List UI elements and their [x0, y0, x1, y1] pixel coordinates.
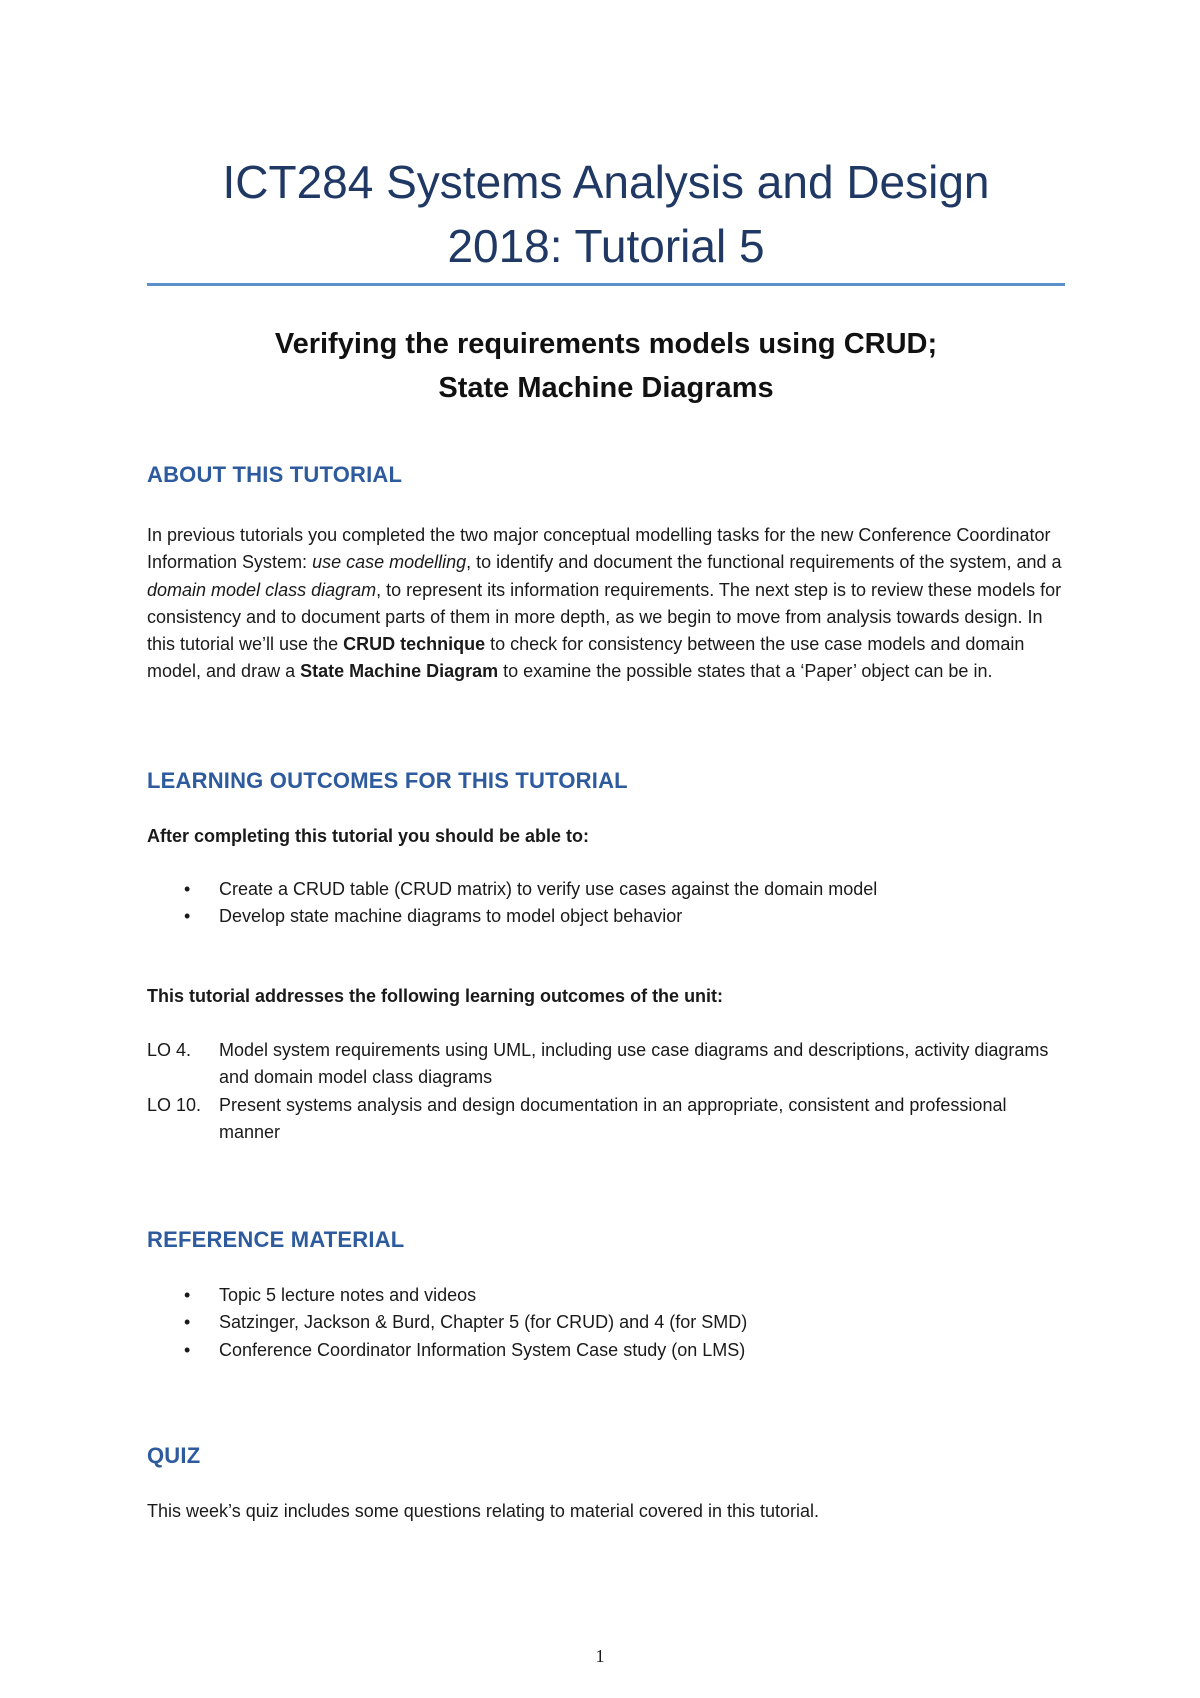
bullet-text: Satzinger, Jackson & Burd, Chapter 5 (for CRUD) and 4 (for SMD): [219, 1312, 748, 1333]
about-heading: ABOUT THIS TUTORIAL: [147, 462, 403, 487]
list-item: [147, 1092, 1065, 1147]
learning-outcomes-heading: LEARNING OUTCOMES FOR THIS TUTORIAL: [147, 768, 628, 793]
list-item: [147, 1309, 1065, 1336]
bullet-icon: •: [184, 1285, 191, 1305]
reference-bullet-list: [147, 1282, 1065, 1364]
title-line-2: 2018: Tutorial 5: [447, 220, 765, 272]
bullet-text: Conference Coordinator Information System Case study (on LMS): [219, 1339, 746, 1360]
about-text-2: , to identify and document the functional requirements of the system, and a: [466, 552, 1062, 573]
unit-outcomes-intro: This tutorial addresses the following learning outcomes of the unit:: [147, 986, 724, 1006]
list-item: [147, 903, 1065, 930]
about-paragraph: [147, 522, 1065, 686]
about-italic-use-case: use case modelling: [312, 552, 467, 573]
learning-bullet-list: [147, 876, 1065, 931]
list-item: [147, 1037, 1065, 1092]
subtitle-line-1: Verifying the requirements models using CRUD;: [274, 328, 938, 360]
bullet-text: Topic 5 lecture notes and videos: [219, 1285, 477, 1305]
bullet-text: Create a CRUD table (CRUD matrix) to verify use cases against the domain model: [219, 879, 878, 899]
outcome-number: LO 10.: [147, 1094, 202, 1115]
outcome-text: Model system requirements using UML, including use case diagrams and descriptions, activity diagrams and domain model class diagrams: [219, 1040, 1049, 1088]
document-subtitle: [147, 322, 1065, 410]
about-text-5: to examine the possible states that a ‘Paper’ object can be in.: [498, 661, 993, 682]
bullet-text: Develop state machine diagrams to model object behavior: [219, 906, 683, 927]
about-text-3: , to represent its information requirements. The next step is to review these models for consistency and to document parts of them in more depth, as we begin to move from analysis towards design. In this tutorial we’ll use the: [147, 579, 1062, 655]
title-divider: [147, 283, 1065, 286]
learning-intro: After completing this tutorial you should be able to:: [147, 826, 590, 846]
list-item: [147, 876, 1065, 903]
about-italic-domain-model: domain model class diagram: [147, 579, 377, 600]
quiz-text: This week’s quiz includes some questions relating to material covered in this tutorial.: [147, 1501, 819, 1521]
document-title: [147, 150, 1065, 278]
reference-heading: REFERENCE MATERIAL: [147, 1227, 405, 1252]
subtitle-line-2: State Machine Diagrams: [438, 372, 774, 404]
about-text-1: In previous tutorials you completed the two major conceptual modelling tasks for the new Conference Coordinator Information System:: [147, 525, 1051, 573]
page-number: 1: [595, 1646, 605, 1666]
outcome-text: Present systems analysis and design documentation in an appropriate, consistent and professional manner: [219, 1094, 1007, 1142]
list-item: [147, 1282, 1065, 1309]
bullet-icon: •: [184, 879, 191, 899]
title-line-1: ICT284 Systems Analysis and Design: [222, 156, 990, 208]
about-bold-crud: CRUD technique: [343, 634, 486, 655]
quiz-heading: QUIZ: [147, 1443, 201, 1468]
unit-outcomes-list: [147, 1037, 1065, 1146]
about-bold-smd: State Machine Diagram: [300, 661, 499, 682]
bullet-icon: •: [184, 1339, 191, 1360]
bullet-icon: •: [184, 1312, 191, 1333]
list-item: [147, 1337, 1065, 1364]
bullet-icon: •: [184, 906, 191, 927]
outcome-number: LO 4.: [147, 1040, 192, 1060]
about-text-4: to check for consistency between the use case models and domain model, and draw a: [147, 634, 1025, 682]
